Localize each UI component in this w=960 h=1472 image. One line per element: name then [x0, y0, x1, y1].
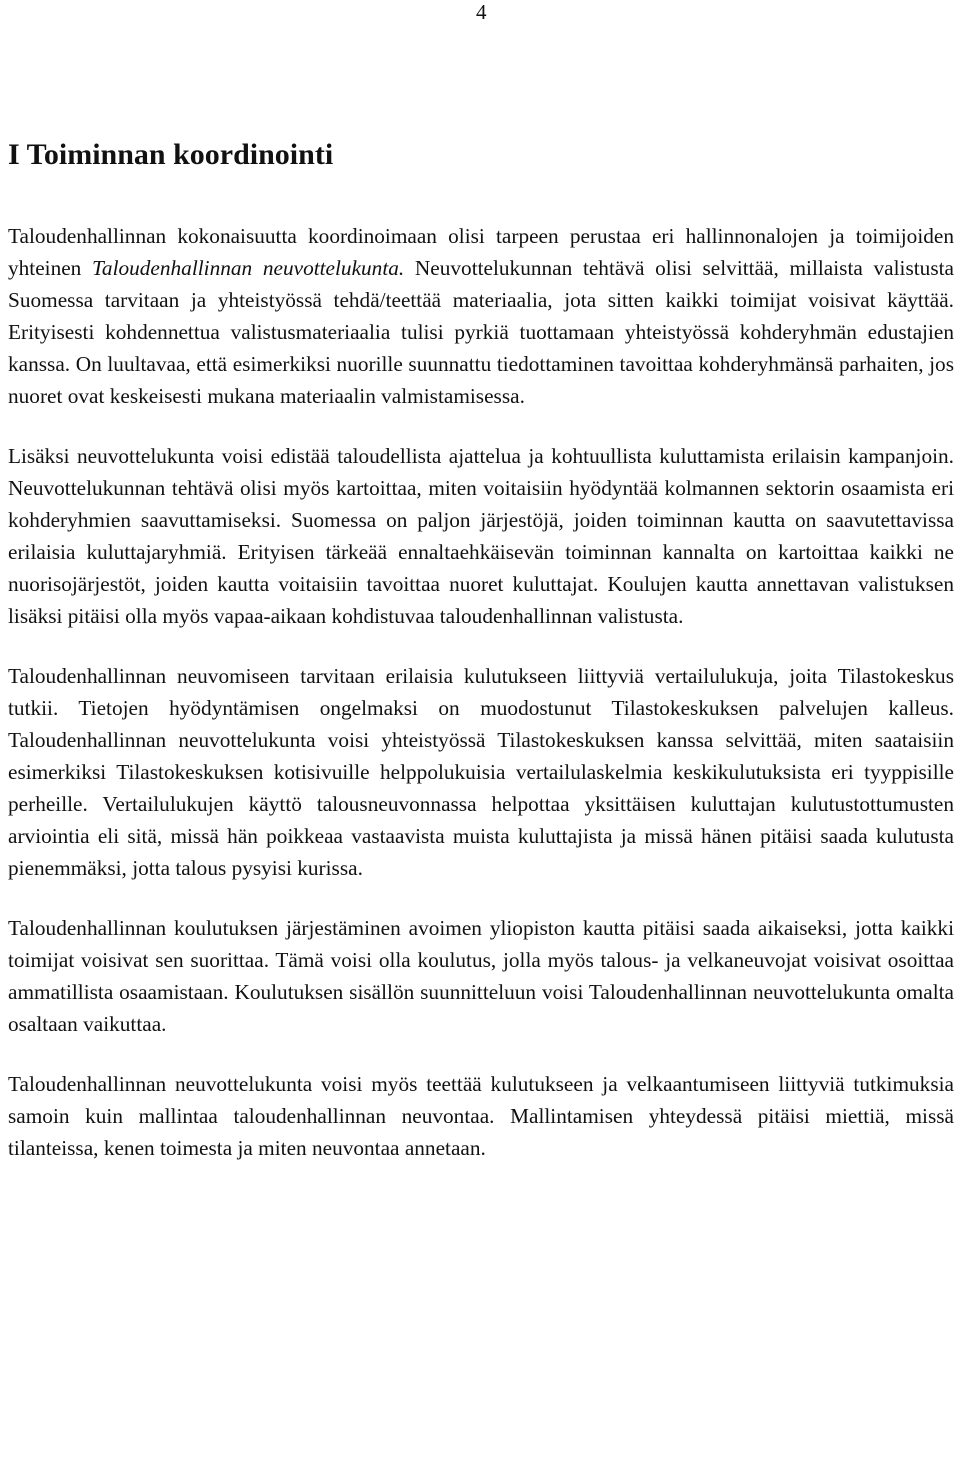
paragraph-3: Taloudenhallinnan neuvomiseen tarvitaan erilaisia kulutukseen liittyviä vertailulukuja, joita Tilastokeskus tutkii. Tietojen hyödyntämisen ongelmaksi on muodostunut Tilastokeskuksen palvelujen kalleus. Taloudenhallinnan neuvottelukunta voisi yhteistyössä Tilastokeskuksen kanssa selvittää, miten saataisiin esimerkiksi Tilastokeskuksen kotisivuille helppolukuisia vertailulaskelmia keskikulutuksista eri tyyppisille perheille. Vertailulukujen käyttö talousneuvonnassa helpottaa yksittäisen kuluttajan kulutustottumusten arviointia eli sitä, missä hän poikkeaa vastaavista muista kuluttajista ja missä hänen pitäisi saada kulutusta pienemmäksi, jotta talous pysyisi kurissa. — [8, 664, 954, 880]
document-body — [8, 136, 954, 1164]
paragraph-1-italic-term: Taloudenhallinnan neuvottelukunta. — [92, 256, 405, 280]
paragraph-4: Taloudenhallinnan koulutuksen järjestäminen avoimen yliopiston kautta pitäisi saada aikaiseksi, jotta kaikki toimijat voisivat sen suorittaa. Tämä voisi olla koulutus, jolla myös talous- ja velkaneuvojat voisivat osoittaa ammatillista osaamistaan. Koulutuksen sisällön suunnitteluun voisi Taloudenhallinnan neuvottelukunta omalta osaltaan vaikuttaa. — [8, 916, 954, 1036]
paragraph-5: Taloudenhallinnan neuvottelukunta voisi myös teettää kulutukseen ja velkaantumiseen liittyviä tutkimuksia samoin kuin mallintaa taloudenhallinnan neuvontaa. Mallintamisen yhteydessä pitäisi miettiä, missä tilanteissa, kenen toimesta ja miten neuvontaa annetaan. — [8, 1072, 954, 1160]
paragraph-1 — [8, 220, 954, 412]
paragraph-1-text-a: Taloudenhallinnan kokonaisuutta koordinoimaan olisi tarpeen perustaa eri hallinnonalojen ja toimijoiden yhteinen — [8, 224, 954, 280]
paragraph-1-text-b: Neuvottelukunnan tehtävä olisi selvittää, millaista valistusta Suomessa tarvitaan ja yhteistyössä tehdä/teettää materiaalia, jota sitten kaikki toimijat voisivat käyttää. Erityisesti kohdennettua valistusmateriaalia tulisi pyrkiä tuottamaan yhteistyössä kohderyhmän edustajien kanssa. On luultavaa, että esimerkiksi nuorille suunnattu tiedottaminen tavoittaa kohderyhmänsä parhaiten, jos nuoret ovat keskeisesti mukana materiaalin valmistamisessa. — [8, 256, 954, 408]
section-heading: I Toiminnan koordinointi — [8, 138, 334, 171]
paragraph-2: Lisäksi neuvottelukunta voisi edistää taloudellista ajattelua ja kohtuullista kuluttamista erilaisin kampanjoin. Neuvottelukunnan tehtävä olisi myös kartoittaa, miten voitaisiin hyödyntää kolmannen sektorin osaamista eri kohderyhmien saavuttamiseksi. Suomessa on paljon järjestöjä, joiden toiminnan kautta on saavutettavissa erilaisia kuluttajaryhmiä. Erityisen tärkeää ennaltaehkäisevän toiminnan kannalta on kartoittaa kaikki ne nuorisojärjestöt, joiden kautta voitaisiin tavoittaa nuoret kuluttajat. Koulujen kautta annettavan valistuksen lisäksi pitäisi olla myös vapaa-aikaan kohdistuvaa taloudenhallinnan valistusta. — [8, 444, 954, 628]
page-number-text: 4 — [476, 0, 487, 24]
